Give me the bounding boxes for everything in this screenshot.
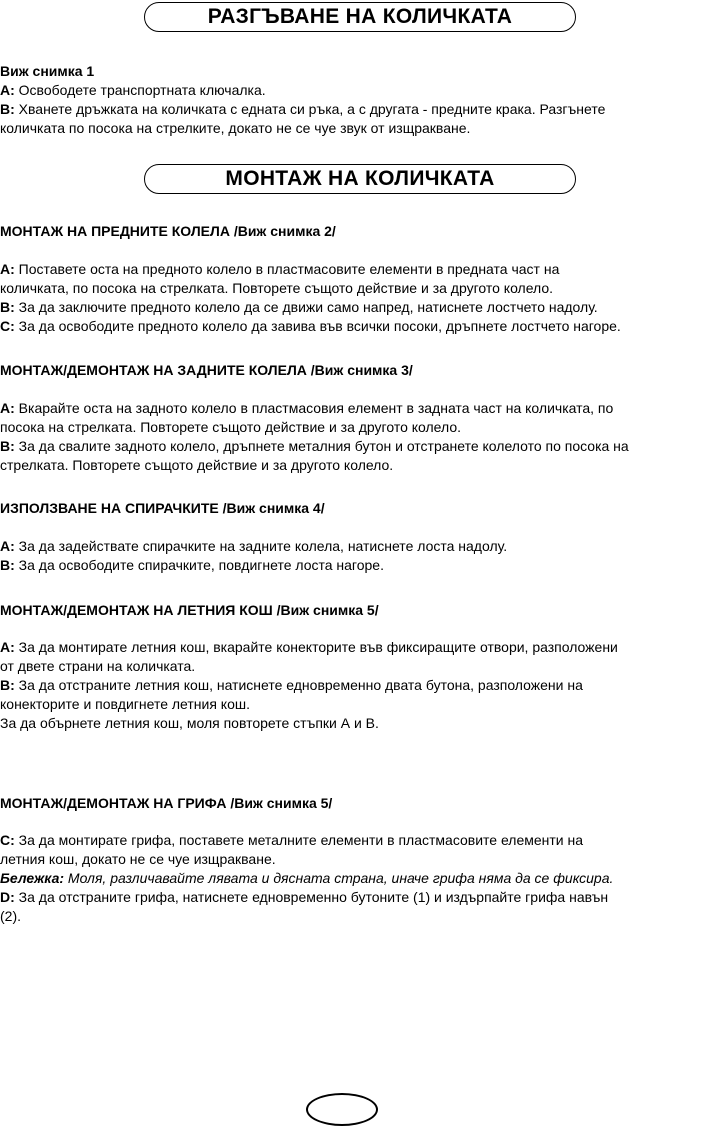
line-text: летния кош, докато не се чуе изщракване. bbox=[0, 851, 276, 867]
unfolding-line-b bbox=[0, 100, 718, 119]
unfolding-block bbox=[0, 62, 718, 138]
page-number-oval bbox=[306, 1093, 378, 1126]
rear-wheels-block bbox=[0, 361, 718, 380]
line-label: D: bbox=[0, 889, 15, 905]
line-label: A: bbox=[0, 538, 15, 554]
brakes-block bbox=[0, 499, 718, 518]
bumper-line bbox=[0, 831, 718, 850]
line-label: A: bbox=[0, 82, 15, 98]
bumper-line bbox=[0, 907, 718, 926]
line-text: За да монтирате грифа, поставете металните елементи в пластмасовите елементи на bbox=[14, 832, 584, 848]
line-label: C: bbox=[0, 318, 15, 334]
note-label: Бележка: bbox=[0, 870, 65, 886]
rear-wheels-body-main bbox=[0, 399, 718, 475]
front-wheels-line bbox=[0, 279, 718, 298]
basket-block bbox=[0, 601, 718, 620]
section-title-unfolding bbox=[144, 2, 576, 32]
unfolding-line-b-cont bbox=[0, 119, 718, 138]
line-text: За да освободите спирачките, повдигнете лоста нагоре. bbox=[14, 557, 384, 573]
line-label: B: bbox=[0, 299, 15, 315]
basket-line bbox=[0, 638, 718, 657]
line-label: B: bbox=[0, 557, 15, 573]
line-label: B: bbox=[0, 101, 15, 117]
brakes-line bbox=[0, 537, 718, 556]
brakes-heading: ИЗПОЛЗВАНЕ НА СПИРАЧКИТЕ /Виж снимка 4/ bbox=[0, 500, 325, 516]
line-text: За да освободите предното колело да завива във всички посоки, дръпнете лостчето нагоре. bbox=[14, 318, 621, 334]
line-text: За да отстраните грифа, натиснете едновременно бутоните (1) и издърпайте грифа навън bbox=[14, 889, 609, 905]
front-wheels-heading: МОНТАЖ НА ПРЕДНИТЕ КОЛЕЛА /Виж снимка 2/ bbox=[0, 223, 336, 239]
brakes-line bbox=[0, 556, 718, 575]
bumper-body bbox=[0, 831, 718, 926]
line-text: конекторите и повдигнете летния кош. bbox=[0, 696, 250, 712]
bumper-heading: МОНТАЖ/ДЕМОНТАЖ НА ГРИФА /Виж снимка 5/ bbox=[0, 795, 333, 811]
line-text: За да задействате спирачките на задните колела, натиснете лоста надолу. bbox=[14, 538, 508, 554]
front-wheels-line bbox=[0, 260, 718, 279]
bumper-line bbox=[0, 888, 718, 907]
line-text: от двете страни на количката. bbox=[0, 658, 196, 674]
rear-wheels-line bbox=[0, 418, 718, 437]
basket-line bbox=[0, 695, 718, 714]
line-text: количката, по посока на стрелката. Повторете същото действие и за другото колело. bbox=[0, 280, 554, 296]
unfolding-ref: Виж снимка 1 bbox=[0, 63, 95, 79]
line-text: За да отстраните летния кош, натиснете едновременно двата бутона, разположени на bbox=[14, 677, 583, 693]
section-title-assembly-text: МОНТАЖ НА КОЛИЧКАТА bbox=[225, 167, 495, 190]
line-text: За да обърнете летния кош, моля повторете стъпки А и В. bbox=[0, 715, 379, 731]
basket-line bbox=[0, 714, 718, 733]
section-title-unfolding-text: РАЗГЪВАНЕ НА КОЛИЧКАТА bbox=[207, 5, 513, 28]
line-text: За да монтирате летния кош, вкарайте конекторите във фиксиращите отвори, разположени bbox=[14, 639, 618, 655]
line-text: Вкарайте оста на задното колело в пластмасовия елемент в задната част на количката, по bbox=[14, 400, 614, 416]
basket-body bbox=[0, 638, 718, 733]
bumper-line bbox=[0, 850, 718, 869]
line-label: B: bbox=[0, 677, 15, 693]
line-text: За да заключите предното колело да се движи само напред, натиснете лостчето надолу. bbox=[14, 299, 598, 315]
line-text: количката по посока на стрелките, докато не се чуе звук от изщракване. bbox=[0, 120, 471, 136]
line-text: стрелката. Повторете същото действие и за другото колело. bbox=[0, 457, 394, 473]
note-text: Моля, различавайте лявата и дясната страна, иначе грифа няма да се фиксира. bbox=[64, 870, 614, 886]
rear-wheels-line bbox=[0, 437, 718, 456]
front-wheels-line bbox=[0, 317, 718, 336]
line-label: C: bbox=[0, 832, 15, 848]
front-wheels-block bbox=[0, 222, 718, 241]
bumper-note bbox=[0, 869, 718, 888]
line-text: Поставете оста на предното колело в пластмасовите елементи в предната част на bbox=[14, 261, 560, 277]
line-label: B: bbox=[0, 438, 15, 454]
line-text: Хванете дръжката на количката с едната си ръка, а с другата - предните крака. Разгънете bbox=[14, 101, 606, 117]
line-text: Освободете транспортната ключалка. bbox=[14, 82, 266, 98]
line-text: (2). bbox=[0, 908, 21, 924]
brakes-body bbox=[0, 537, 718, 575]
bumper-block bbox=[0, 794, 718, 813]
unfolding-line-a bbox=[0, 81, 718, 100]
basket-heading: МОНТАЖ/ДЕМОНТАЖ НА ЛЕТНИЯ КОШ /Виж снимка 5/ bbox=[0, 602, 379, 618]
front-wheels-line bbox=[0, 298, 718, 317]
line-label: A: bbox=[0, 639, 15, 655]
rear-wheels-heading: МОНТАЖ/ДЕМОНТАЖ НА ЗАДНИТЕ КОЛЕЛА /Виж снимка 3/ bbox=[0, 362, 413, 378]
front-wheels-body bbox=[0, 260, 718, 336]
line-text: За да свалите задното колело, дръпнете металния бутон и отстранете колелото по посока на bbox=[14, 438, 629, 454]
section-title-assembly bbox=[144, 164, 576, 194]
line-label: A: bbox=[0, 400, 15, 416]
rear-wheels-line bbox=[0, 399, 718, 418]
line-text: посока на стрелката. Повторете същото действие и за другото колело. bbox=[0, 419, 462, 435]
line-label: A: bbox=[0, 261, 15, 277]
basket-line bbox=[0, 676, 718, 695]
basket-line bbox=[0, 657, 718, 676]
rear-wheels-line bbox=[0, 456, 718, 475]
